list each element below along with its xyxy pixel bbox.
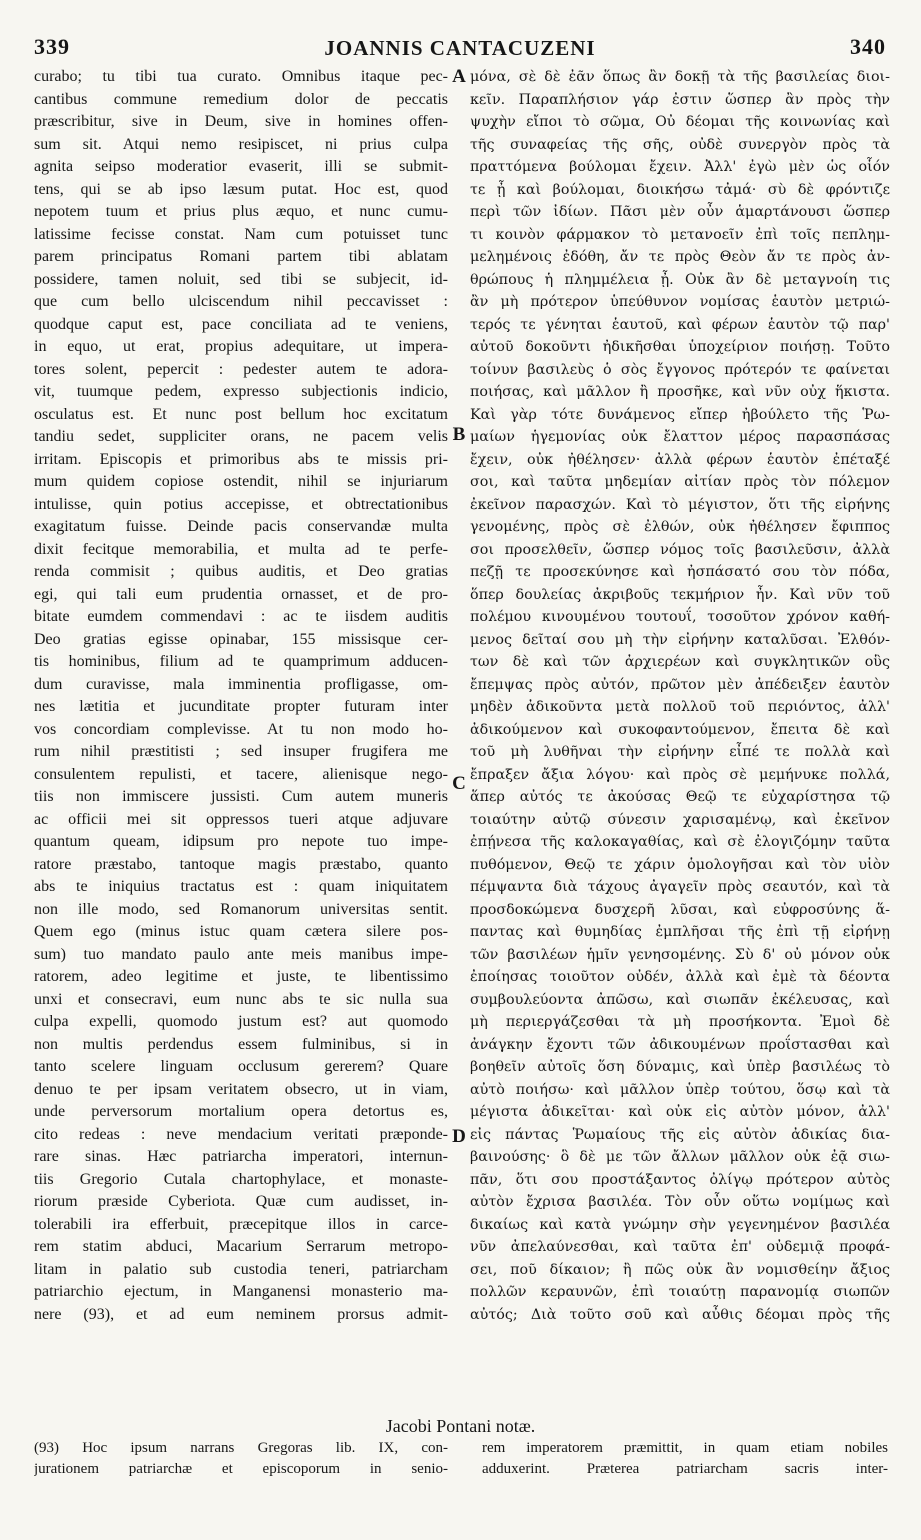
greek-text-line: βαινούσης· ὃ δὲ με τῶν ἄλλων μᾶλλον οὐκ ἐᾷ σιω-	[470, 1149, 890, 1165]
greek-text-line: ἐκεῖνον παρασχών. Καὶ τὸ μέγιστον, ὅτι τῆς εἰρήνης	[470, 496, 890, 513]
latin-text-line: tens, qui se ab ipso læsum putat. Hoc est, quod	[34, 180, 448, 198]
latin-text-line: in equo, ut erat, propius adequitare, ut impera-	[34, 338, 448, 355]
greek-text-line: σει, ποῦ δίκαιον; ἢ πῶς οὐκ ἂν νομισθείην ἄξιος	[470, 1261, 890, 1278]
latin-text-line: Deo gratias egisse opinabar, 155 missisque cer-	[34, 630, 448, 648]
notes-left-column	[34, 1438, 448, 1480]
latin-text-line: litam in palatio sub custodia teneri, patriarcham	[34, 1260, 448, 1278]
greek-text-line: πεζῇ τε προσεκύνησε καὶ ἠσπάσατό σου τὸν πόδα,	[470, 564, 890, 580]
latin-text-line: vos concordiam complevisse. At tu non modo ho-	[34, 720, 448, 738]
latin-text-line: quantum queam, idipsum pro nepote tuo impe-	[34, 833, 448, 850]
greek-text-line: τι κοινὸν φάρμακον τὸ μετανοεῖν ἐπὶ τοῖς πεπλημ-	[470, 226, 890, 243]
greek-text-line: μελημένοις ἐδόθη, ἄν τε πρὸς Θεὸν ἄν τε πρὸς ἀν-	[470, 249, 890, 265]
latin-text-line: nes lætitia et jucunditate propter futuram inter	[34, 698, 448, 715]
greek-text-line: εἰς πάντας Ῥωμαίους τῆς εἰς αὐτὸν ἀδικίας δια-	[470, 1126, 890, 1143]
greek-text-line: αὐτός; Διὰ τοῦτο σοῦ καὶ αὖθις δέομαι πρὸς τῆς	[470, 1306, 890, 1323]
latin-text-line: parem principatus Romani partem tibi ablatam	[34, 248, 448, 265]
greek-text-line: παντας καὶ θυμηδίας ἐμπλῆσαι τῆς ἐπὶ τῇ εἰρήνῃ	[470, 924, 890, 940]
greek-text-line: αὐτοῦ δοκοῦντι ἠδικῆσθαι ὑποχείριον ποιήσῃ. Τοῦτο	[470, 339, 890, 355]
latin-text-line: tanto scelere linguam occlusum gererem? Quare	[34, 1058, 448, 1075]
latin-text-line: exagitatum fuisse. Deinde pacis conservandæ multa	[34, 518, 448, 535]
greek-text-line: ἔχειν, οὐκ ἠθέλησεν· ἀλλὰ φέρων ἑαυτὸν ἐπέταξέ	[470, 451, 890, 468]
latin-text-line: cito redeas : neve mendacium veritati præponde-	[34, 1125, 448, 1143]
latin-text-line: intulisse, quin potius accepisse, et obtrectationibus	[34, 495, 448, 513]
page-number-right: 340	[850, 34, 886, 59]
latin-text-line: ratorem, adeo legitime et juste, te libentissimo	[34, 968, 448, 985]
greek-text-line: ἀδικούμενον καὶ συκοφαντούμενον, ἔπειτα δὲ καὶ	[470, 721, 890, 738]
greek-text-line: τῶν βασιλέων ἡμῖν γενησομένης. Σὺ δ' οὐ μόνον οὐκ	[470, 946, 890, 963]
greek-text-line: τῆς συναφείας τῆς σῆς, οὐδὲ συνεργὸν πρὸς τὰ	[470, 136, 890, 153]
latin-text-line: nere (93), et ad eum neminem prorsus admit-	[34, 1305, 448, 1323]
greek-column	[470, 66, 890, 1326]
latin-text-line: tores solent, pepercit : pedester autem te adora-	[34, 360, 448, 378]
greek-text-line: ἐπῄνεσα τῆς καλοκαγαθίας, καὶ σὲ ἐλογιζόμην ταῦτα	[470, 834, 890, 850]
latin-text-line: latissime fecisse constat. Nam cum potuisset tunc	[34, 225, 448, 243]
greek-text-line: τοίνυν βασιλεὺς ὁ σὸς ἔγγονος πρότερόν τε φαίνεται	[470, 361, 890, 378]
latin-text-line: præscribitur, sive in Deum, sive in homines offen-	[34, 113, 448, 130]
greek-text-line: τοῦ μὴ λυθῆναι τὴν εἰρήνην εἶπέ τε πολλὰ καὶ	[470, 744, 890, 760]
greek-text-line: συμβουλεύοντα ἀπῶσω, καὶ σιωπᾶν ἐκέλευσας, καὶ	[470, 991, 890, 1008]
greek-text-line: μενος δεῖταί σου μὴ τὴν εἰρήνην καταλῦσαι. Ἐλθόν-	[470, 631, 890, 648]
greek-text-line: των δὲ καὶ τῶν ἀρχιερέων καὶ συγκλητικῶν οὓς	[470, 654, 890, 670]
greek-text-line: τε ᾖ καὶ βούλομαι, διοικήσω τἀμά· σὺ δὲ φρόντιζε	[470, 181, 890, 198]
latin-text-line: non multis perdendus essem fulminibus, si in	[34, 1035, 448, 1053]
latin-text-line: curabo; tu tibi tua curato. Omnibus itaque pec-	[34, 68, 448, 85]
running-title: JOANNIS CANTACUZENI	[324, 36, 596, 60]
latin-text-line: denuo te per ipsam veritatem obsecro, ut in viam,	[34, 1080, 448, 1098]
latin-text-line: rem statim abduci, Macarium Serrarum metropo-	[34, 1238, 448, 1255]
latin-text-line: possidere, tamen noluit, sed tibi se subjecit, id-	[34, 270, 448, 288]
latin-text-line: unde perversorum mortalium opera detortus es,	[34, 1103, 448, 1120]
latin-text-line: tiis Gregorio Cutala chartophylace, et monaste-	[34, 1170, 448, 1188]
note-text-line: adduxerint. Præterea patriarcham sacris inter-	[482, 1461, 888, 1477]
latin-text-line: sum) tuo mandato paulo ante meis manibus impe-	[34, 945, 448, 963]
latin-text-line: cantibus commune remedium dolor de peccatis	[34, 90, 448, 108]
latin-text-line: tolerabili ira efferbuit, præcepitque illos in carce-	[34, 1215, 448, 1233]
latin-text-line: patriarchio ejectum, in Manganensi monasterio ma-	[34, 1283, 448, 1300]
greek-text-line: πέμψαντα διὰ τάχους ἀγαγεῖν πρὸς σεαυτόν, καὶ τὰ	[470, 879, 890, 895]
greek-text-line: τερός τε γένηται ἑαυτοῦ, καὶ φέρων ἑαυτὸν τῷ παρ'	[470, 316, 890, 333]
greek-text-line: περὶ τῶν ἰδίων. Πᾶσι μὲν οὖν ἁμαρτάνουσι ὥσπερ	[470, 204, 890, 220]
latin-text-line: irritam. Episcopis et primoribus abs te missis pri-	[34, 450, 448, 468]
greek-text-line: ἔπραξεν ἄξια λόγου· καὶ πρὸς σὲ μεμήνυκε πολλά,	[470, 766, 890, 783]
latin-text-line: riorum præside Cyberiota. Quæ cum audisset, in-	[34, 1193, 448, 1210]
greek-text-line: ἅπερ αὐτός τε ἀκούσας Θεῷ τε εὐχαρίστησα τῷ	[470, 789, 890, 805]
greek-text-line: πολέμου κινουμένου τουτουΐ, τοσοῦτον χρόνον καθή-	[470, 609, 890, 625]
margin-letter-b: B	[452, 424, 466, 445]
greek-text-line: σοι, καὶ ταῦτα μηδεμίαν αἰτίαν πρὸς τὸν πόλεμον	[470, 474, 890, 490]
greek-text-line: μὴ περιεργάζεσθαι τὰ μὴ προσήκοντα. Ἐμοὶ δὲ	[470, 1014, 890, 1030]
greek-text-line: ἀνάγκην ἔχοντι τῶν ἀδικουμένων προΐστασθαι καὶ	[470, 1036, 890, 1053]
greek-text-line: Καὶ γὰρ τότε δυνάμενος εἴπερ ἠβούλετο τῆς Ῥω-	[470, 406, 890, 423]
greek-text-line: βοηθεῖν αὐτοῖς ὅση δύναμις, καὶ ὑπὲρ βασιλέως τὸ	[470, 1059, 890, 1075]
latin-text-line: tiis non immiscere jussisti. Cum autem muneris	[34, 788, 448, 805]
latin-text-line: rare sinas. Hæc patriarcha imperatori, internun-	[34, 1148, 448, 1165]
note-text-line: jurationem patriarchæ et episcoporum in senio-	[34, 1461, 448, 1477]
greek-text-line: ποιήσας, καὶ μᾶλλον ἢ προσῆκε, καὶ νῦν οὐχ ἥκιστα.	[470, 384, 890, 400]
greek-text-line: κεῖν. Παραπλήσιον γάρ ἐστιν ὥσπερ ἂν πρὸς τὴν	[470, 91, 890, 108]
margin-letter-d: D	[452, 1126, 466, 1147]
note-text-line: (93) Hoc ipsum narrans Gregoras lib. IX, con-	[34, 1440, 448, 1456]
latin-text-line: osculatus est. Et nunc post bellum hoc excitatum	[34, 405, 448, 423]
greek-text-line: μέγιστα ἀδικεῖται· καὶ οὐκ εἰς αὐτὸν μόνον, ἀλλ'	[470, 1104, 890, 1120]
latin-text-line: tis hominibus, filium ad te quamprimum adducen-	[34, 653, 448, 670]
latin-text-line: ratore præstabo, tantoque magis præstabo, quanto	[34, 855, 448, 873]
page-number-left: 339	[34, 34, 70, 59]
latin-text-line: culpa expelli, quomodo justum est? aut quomodo	[34, 1013, 448, 1030]
notes-heading: Jacobi Pontani notæ.	[385, 1416, 536, 1436]
latin-text-line: dum curavisse, mala imminentia profligasse, om-	[34, 675, 448, 693]
greek-text-line: πραττόμενα βούλομαι ἔχειν. Ἀλλ' ἐγὼ μὲν ὡς οἷόν	[470, 159, 890, 175]
greek-text-line: τοιαύτην αὐτῷ σύνεσιν χαρισαμένῳ, καὶ ἐκεῖνον	[470, 811, 890, 828]
greek-text-line: πᾶν, ὅτι σου προστάξαντος ὀλίγῳ πρότερον αὐτὸς	[470, 1171, 890, 1188]
latin-text-line: nepotem tuum et prius plus æquo, et nunc cumu-	[34, 203, 448, 220]
latin-text-line: agnita seipso moderatior evaserit, illi se submit-	[34, 158, 448, 175]
latin-text-line: unxi et consecravi, eum nunc abs te sic nulla sua	[34, 990, 448, 1008]
greek-text-line: θρώπους ἡ πλημμέλεια ᾖ. Οὐκ ἂν δὲ μεταγνοίη τις	[470, 271, 890, 288]
latin-text-line: renda commisit ; quibus auditis, et Deo gratias	[34, 563, 448, 580]
latin-text-line: quodque caput est, pace conciliata ad te veniens,	[34, 315, 448, 333]
greek-text-line: νῦν ἀπελαύνεσθαι, καὶ ταῦτα ἐπ' οὐδεμιᾷ προφά-	[470, 1239, 890, 1255]
greek-text-line: σοι προσελθεῖν, ὥσπερ νόμος τοῖς βασιλεῦσιν, ἀλλὰ	[470, 541, 890, 558]
greek-text-line: πολλῶν κεραυνῶν, ἐπὶ τοιαύτῃ παρανομίᾳ σιωπῶν	[470, 1284, 890, 1300]
latin-text-line: que cum bello ulciscendum nihil peccavisset :	[34, 293, 448, 310]
latin-text-line: abs te iniquius tractatus est : quam iniquitatem	[34, 878, 448, 895]
greek-text-line: ψυχὴν εἴποι τὸ σῶμα, Οὐ δέομαι τῆς κοινωνίας καὶ	[470, 114, 890, 130]
latin-text-line: dixit fecitque memorabilia, et multa ad te perfe-	[34, 540, 448, 558]
greek-text-line: ἐποίησας τοιοῦτον οὐδέν, ἀλλὰ καὶ ἐμὲ τὰ δέοντα	[470, 969, 890, 985]
latin-text-line: bitate eumdem commendavi : ac te iisdem auditis	[34, 608, 448, 625]
latin-text-line: tandiu sedet, suppliciter orans, ne pacem velis	[34, 428, 448, 445]
page-header	[34, 34, 886, 64]
latin-text-line: Quem ego (minus istuc quam cætera silere pos-	[34, 923, 448, 940]
margin-letter-c: C	[452, 773, 466, 794]
latin-text-line: vit, tuumque pedem, expresso subjectionis indicio,	[34, 383, 448, 400]
greek-text-line: γενομένης, πρὸς σὲ ἐλθών, οὐκ ἠθέλησεν ἔφιππος	[470, 519, 890, 535]
greek-text-line: μόνα, σὲ δὲ ἐᾶν ὅπως ἂν δοκῇ τὰ τῆς βασιλείας διοι-	[470, 69, 890, 85]
greek-text-line: μαίων ἡγεμονίας οὐκ ἔλαττον μέρος παρασπάσας	[470, 429, 890, 445]
greek-text-line: ἔπεμψας πρὸς αὐτόν, πρῶτον μὲν ἀπέδειξεν ἑαυτὸν	[470, 676, 890, 693]
greek-text-line: προσδοκώμενα δυσχερῆ λῦσαι, καὶ εὐφροσύνης ἅ-	[470, 901, 890, 918]
greek-text-line: αὐτὸ ποιήσω· καὶ μᾶλλον ὑπὲρ τούτου, ὅσῳ καὶ τὰ	[470, 1081, 890, 1098]
greek-text-line: ὅπερ δουλείας ἀκριβοῦς τεκμήριον ἦν. Καὶ νῦν τοῦ	[470, 586, 890, 603]
note-text-line: rem imperatorem præmittit, in quam etiam nobiles	[482, 1440, 888, 1456]
latin-text-line: consulentem repulisti, et tacere, alienisque nego-	[34, 765, 448, 783]
greek-text-line: ἂν μὴ πρότερον ὑπεύθυνον νομίσας ἑαυτὸν μετριώ-	[470, 294, 890, 310]
latin-column	[34, 66, 448, 1326]
greek-text-line: μηδὲν ἀδικοῦντα μετὰ πολλοῦ τοῦ περιόντος, ἀλλ'	[470, 699, 890, 715]
margin-letter-a: A	[452, 66, 466, 87]
latin-text-line: mum quidem copiose ostendit, nihil se injuriarum	[34, 473, 448, 490]
latin-text-line: egi, qui tali eum prudentia ornasset, et de pro-	[34, 585, 448, 603]
notes-right-column	[482, 1438, 888, 1480]
latin-text-line: ac officii mei sit oppressos tueri atque adjuvare	[34, 810, 448, 828]
latin-text-line: sum sit. Atqui nemo resipiscet, ni prius culpa	[34, 135, 448, 153]
latin-text-line: rum nihil præstitisti ; sed insuper frugifera me	[34, 743, 448, 760]
latin-text-line: non ille modo, sed Romanorum universitas sentit.	[34, 900, 448, 918]
greek-text-line: αὐτὸν ἔχρισα βασιλέα. Τὸν οὖν οὕτω νομίμως καὶ	[470, 1194, 890, 1210]
greek-text-line: δικαίως καὶ κατὰ γνώμην σὴν γεγενημένον βασιλέα	[470, 1216, 890, 1233]
greek-text-line: πυθόμενον, Θεῷ τε χάριν ὁμολογῆσαι καὶ τὸν υἱὸν	[470, 856, 890, 873]
